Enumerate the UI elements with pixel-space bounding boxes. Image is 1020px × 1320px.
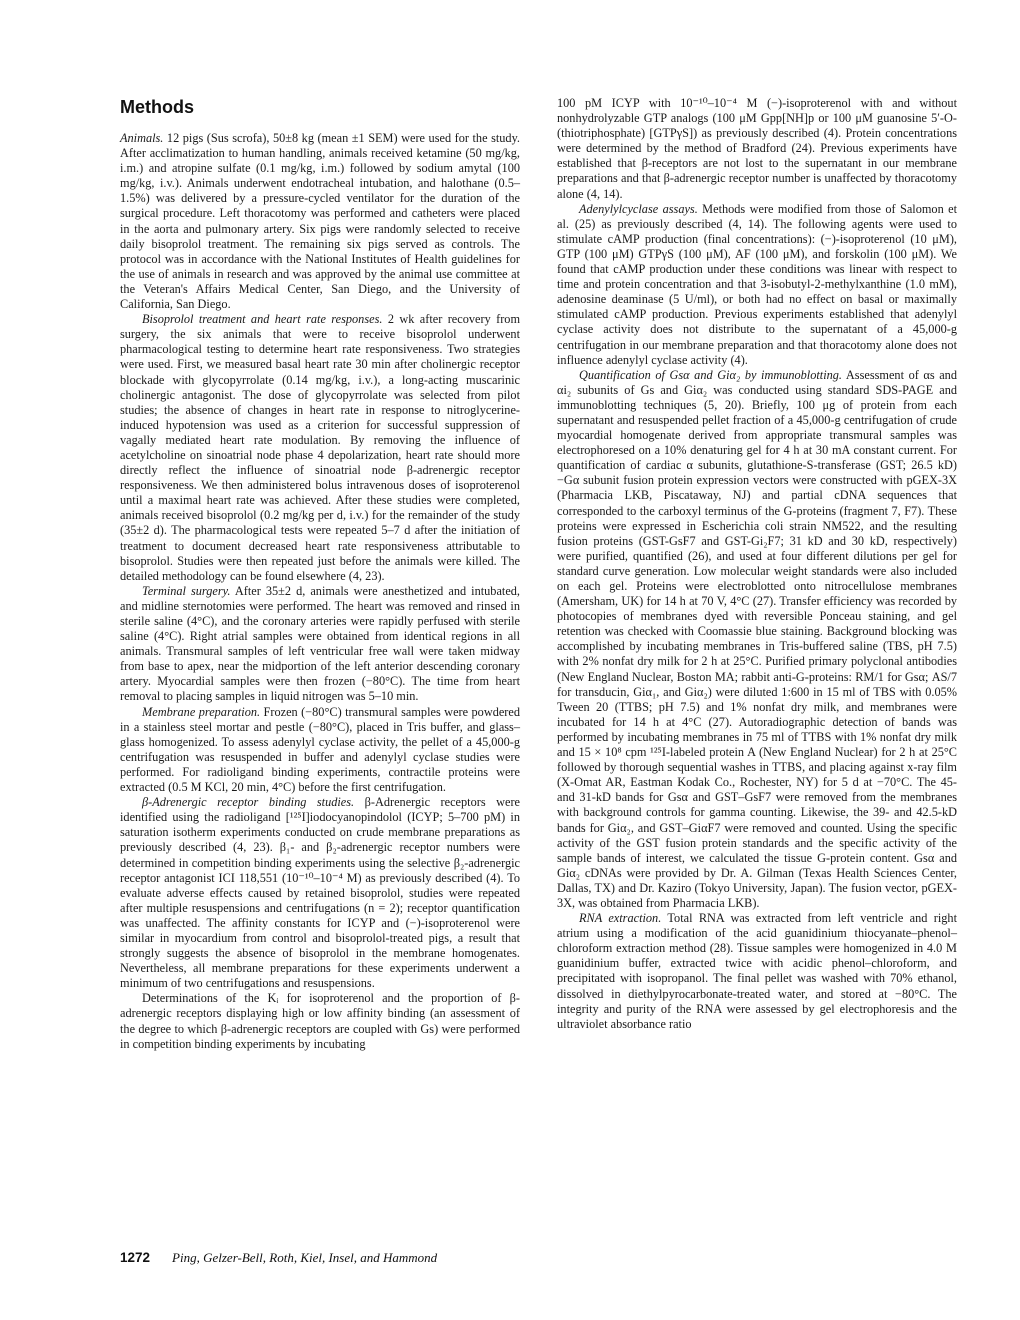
paragraph-heading: β-Adrenergic receptor binding studies. xyxy=(142,795,355,810)
paragraph-heading: RNA extraction. xyxy=(579,911,662,926)
paragraph-membrane-preparation xyxy=(120,705,520,796)
paragraph-animals xyxy=(120,131,520,312)
right-column xyxy=(557,96,957,1032)
paragraph-terminal-surgery xyxy=(120,584,520,705)
page-number: 1272 xyxy=(120,1250,151,1265)
paragraph-text: Total RNA was extracted from left ventricle and right atrium using a modification of the acid guanidinium thiocyanate–phenol–chloroform extraction method (28). Tissue samples were homogenized in 4.0 M guanidinium buffer, extracted twice with acidic phenol–chloroform, and precipitated with isopropanol. The final pellet was washed with 70% ethanol, dissolved in diethylpyrocarbonate-treated water, and stored at −80°C. The integrity and purity of the RNA were assessed by gel electrophoresis and the ultraviolet absorbance ratio xyxy=(557,911,957,1031)
paragraph-text: Assessment of αs and αi₂ subunits of Gs and Giα₂ was conducted using standard SDS-PAGE and immunoblotting techniques (5, 20). Briefly, 100 μg of protein from each supernatant and resuspended pellet fraction of a 45,000-g centrifugation of crude myocardial homogenate derived from appropriate transmural samples was electrophoresed on a 10% denaturing gel for 4 h at 30 mA constant current. For quantification of cardiac α subunits, glutathione-S-transferase (GST; 26.5 kD)−Gα subunit fusion protein expression vectors were constructed with pGEX-3X (Pharmacia LKB, Piscataway, NJ) and partial cDNA sequences that corresponded to the carboxyl terminus of the G-proteins (fragment 7, F7). These proteins were expressed in Escherichia coli strain NM522, and the resulting fusion proteins (GST-GsF7 and GST-Gi₂F7; 31 kD and 30 kD, respectively) were purified, quantified (26), and used at four different dilutions per gel for standard curve generation. Low molecular weight standards were also included on each gel. Proteins were electroblotted onto nitrocellulose membranes (Amersham, UK) for 14 h at 70 V, 4°C (27). Transfer efficiency was recorded by photocopies of membranes dyed with reversible Ponceau staining, and gel retention was checked with Coomassie blue staining. Background blocking was accomplished by incubating membranes in Tris-buffered saline (TBS, pH 7.5) with 2% nonfat dry milk for 2 h at 25°C. Purified primary polyclonal antibodies (New England Nuclear, Boston MA; rabbit anti-G-proteins: RM/1 for Gsα; AS/7 for transducin, Giα₁, and Giα₂) were diluted 1:600 in 15 ml of TBS with 0.05% Tween 20 (TTBS; pH 7.5) and 1% nonfat dry milk, and membranes were incubated for 14 h at 4°C (27). Autoradiographic detection of bands was performed by incubating membranes in 75 ml of TTBS with 1% nonfat dry milk and 15 × 10⁸ cpm ¹²⁵I-labeled protein A (New England Nuclear) for 2 h at 25°C followed by thorough sequential washes in TTBS, and placing against x-ray film (X-Omat AR, Eastman Kodak Co., Rochester, NY) for 5 d at −70°C. The 45- and 31-kD bands for Gsα and GST–GsF7 were removed from the membranes with background controls for gamma counting. Likewise, the 39- and 42.5-kD bands for Giα₂, and GST–GiαF7 were removed and counted. Using the specific activity of the GST fusion protein standards and the specific activity of the sample bands of interest, we calculated the tissue G-protein content. Gsα and Giα₂ cDNAs were provided by Dr. A. Gilman (Texas Health Sciences Center, Dallas, TX) and Dr. Kaziro (Tokyo University, Japan). The fusion vector, pGEX-3X, was obtained from Pharmacia LKB). xyxy=(557,367,957,910)
paragraph-ki-determination xyxy=(120,991,520,1051)
paragraph-heading: Adenylylcyclase assays. xyxy=(579,201,698,216)
paragraph-text: Methods were modified from those of Salomon et al. (25) as previously described (4, 14). The following agents were used to stimulate cAMP production (final concentrations): (−)-isoproterenol (10 μM), GTP (100 μM) GTPγS (100 μM), AF (100 μM), and forskolin (100 μM). We found that cAMP production under these conditions was linear with respect to time and protein concentration and that 3-isobutyl-2-methylxanthine (1.0 mM), adenosine deaminase (5 U/ml), or both had no effect on basal or maximally stimulated cAMP production. Previous experiments established that adenylyl cyclase activity does not distribute to the supernatant of a 45,000-g centrifugation in our membrane preparation and that thoracotomy alone does not influence adenylyl cyclase activity (4). xyxy=(557,201,957,367)
paragraph-heading: Animals. xyxy=(120,131,164,145)
paragraph-text: 2 wk after recovery from surgery, the six animals that were to receive bisoprolol underwent pharmacological testing to determine heart rate responsiveness. Two strategies were used. First, we measured basal heart rate 30 min after cholinergic receptor blockade with glycopyrrolate (0.14 mg/kg, i.v.), a long-acting muscarinic cholinergic antagonist. The dose of glycopyrrolate was selected from pilot studies; the absence of changes in heart rate in response to nitroglycerine-induced hypotension was used as a criterion for successful suppression of vagally mediated heart rate modulation. By removing the influence of acetylcholine on sinoatrial node phase 4 depolarization, heart rate should more directly reflect the influence of sinoatrial node β-adrenergic receptor responsiveness. We then administered bolus intravenous doses of isoproterenol until a maximal heart rate was achieved. After these studies were completed, animals received bisoprolol (0.2 mg/kg per d, i.v.) for the remainder of the study (35±2 d). The pharmacological tests were repeated 5–7 d after the initiation of treatment to document decreased heart rate responsiveness attributable to bisoprolol. Studies were then repeated just before the animals were killed. The detailed methodology can be found elsewhere (4, 23). xyxy=(120,312,521,583)
paragraph-continuation xyxy=(557,96,957,202)
running-authors: Ping, Gelzer-Bell, Roth, Kiel, Insel, and Hammond xyxy=(172,1250,438,1265)
paragraph-bisoprolol-treatment xyxy=(120,312,520,584)
paragraph-heading: Quantification of Gsα and Giα₂ by immunoblotting. xyxy=(579,367,842,382)
paragraph-heading: Membrane preparation. xyxy=(142,704,261,719)
paragraph-text: Frozen (−80°C) transmural samples were powdered in a stainless steel mortar and pestle (−80°C), placed in Tris buffer, and glass–glass homogenized. To assess adenylyl cyclase activity, the pellet of a 45,000-g centrifugation was resuspended in buffer and adenylyl cyclase studies were performed. For radioligand binding experiments, contractile proteins were extracted (0.5 M KCl, 20 min, 4°C) before the first centrifugation. xyxy=(120,704,521,795)
paragraph-adenylylcyclase-assays xyxy=(557,202,957,368)
paragraph-receptor-binding xyxy=(120,795,520,991)
paragraph-text: β-Adrenergic receptors were identified using the radioligand [¹²⁵I]iodocyanopindolol (ICYP; 5–700 pM) in saturation isotherm experiments conducted on crude membrane preparations as previously described (4, 23). β₁- and β₂-adrenergic receptor numbers were determined in competition binding experiments using the selective β₂-adrenergic receptor antagonist ICI 118,551 (10⁻¹⁰–10⁻⁴ M) as previously described (4). To evaluate adverse effects caused by retained bisoprolol, studies were repeated after multiple resuspensions and centrifugations (n = 2); receptor quantification was unaffected. The affinity constants for ICYP and (−)-isoproterenol were similar in myocardium from control and bisoprolol-treated pigs, a result that strongly suggests the absence of bisoprolol in the membrane homogenates. Nevertheless, all membrane preparations for these experiments underwent a minimum of two centrifugations and resuspensions. xyxy=(120,795,520,991)
paragraph-text: 100 pM ICYP with 10⁻¹⁰–10⁻⁴ M (−)-isoproterenol with and without nonhydrolyzable GTP analogs (100 μM Gpp[NH]p or 100 μM guanosine 5′-O-(thiotriphosphate) [GTPγS]) as previously described (4). Protein concentrations were determined by the method of Bradford (24). Previous experiments have established that β-receptors are not lost to the supernatant in our membrane preparations and that β-adrenergic receptor number is unaffected by thoracotomy alone (4, 14). xyxy=(557,96,957,201)
paragraph-immunoblotting xyxy=(557,368,957,911)
paragraph-rna-extraction xyxy=(557,911,957,1032)
paragraph-text: Determinations of the Kᵢ for isoproterenol and the proportion of β-adrenergic receptors displaying high or low affinity binding (an assessment of the degree to which β-adrenergic receptors are coupled with Gs) were performed in competition binding experiments by incubating xyxy=(120,991,520,1051)
page-footer xyxy=(120,1250,437,1266)
section-title: Methods xyxy=(120,97,194,117)
paragraph-text: After 35±2 d, animals were anesthetized and intubated, and midline sternotomies were performed. The heart was removed and rinsed in sterile saline (4°C), and the coronary arteries were rapidly perfused with sterile saline (4°C). Right atrial samples were obtained from identical regions in all animals. Transmural samples of left ventricular free wall were taken midway from base to apex, near the midportion of the left anterior descending coronary artery. Myocardial samples were then frozen (−80°C). The time from heart removal to placing samples in liquid nitrogen was 5–10 min. xyxy=(120,583,520,704)
left-column xyxy=(120,131,520,1052)
paragraph-heading: Terminal surgery. xyxy=(142,583,231,598)
paragraph-heading: Bisoprolol treatment and heart rate responses. xyxy=(142,312,383,327)
paragraph-text: 12 pigs (Sus scrofa), 50±8 kg (mean ±1 SEM) were used for the study. After acclimatization to human handling, animals received ketamine (50 mg/kg, i.m.) and atropine sulfate (0.1 mg/kg, i.m.) followed by sodium amytal (100 mg/kg, i.v.). Animals underwent endotracheal intubation, and halothane (0.5–1.5%) was delivered by a pressure-cycled ventilator for the duration of the surgical procedure. Left thoracotomy was performed and catheters were placed in the aorta and pulmonary artery. Six pigs were randomly selected to receive daily bisoprolol treatment. The remaining six pigs served as controls. The protocol was in accordance with the National Institutes of Health guidelines for the use of animals in research and was approved by the animal use committee at the Veteran's Affairs Medical Center, San Diego, and the University of California, San Diego. xyxy=(120,131,520,312)
